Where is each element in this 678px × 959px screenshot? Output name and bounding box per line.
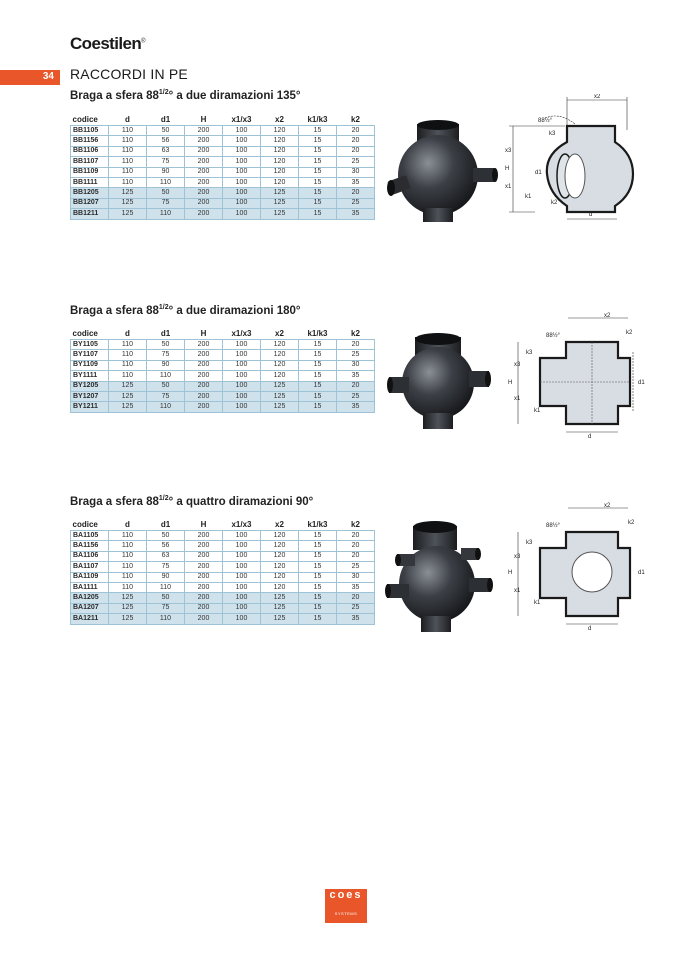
table-cell: 50 xyxy=(147,531,185,541)
svg-text:x1: x1 xyxy=(514,588,521,594)
table-cell: 200 xyxy=(185,572,223,582)
svg-text:H: H xyxy=(508,380,513,386)
table-cell: 110 xyxy=(109,360,147,370)
table-cell: 75 xyxy=(147,350,185,360)
table-cell: 100 xyxy=(223,572,261,582)
table-cell: BB1107 xyxy=(71,157,109,167)
table-cell: 200 xyxy=(185,391,223,401)
table-cell: 15 xyxy=(299,541,337,551)
table-cell: 15 xyxy=(299,582,337,592)
table-cell: BB1105 xyxy=(71,126,109,136)
table-cell: 20 xyxy=(337,551,375,561)
table-row xyxy=(71,562,375,572)
table-cell: 20 xyxy=(337,126,375,136)
table-cell: 110 xyxy=(109,167,147,177)
table-cell: 15 xyxy=(299,381,337,391)
table-cell: 125 xyxy=(261,198,299,208)
brand-logo: Coestilen® xyxy=(70,34,145,53)
table-row xyxy=(71,136,375,146)
column-header: k2 xyxy=(351,115,360,124)
table-cell: 200 xyxy=(185,340,223,350)
table-cell: 125 xyxy=(261,603,299,613)
table-cell: 200 xyxy=(185,381,223,391)
table-cell: 35 xyxy=(337,614,375,624)
table-row xyxy=(71,340,375,350)
column-header: d1 xyxy=(160,329,171,338)
svg-text:88½°: 88½° xyxy=(546,333,561,339)
table-cell: 20 xyxy=(337,340,375,350)
table-cell: 125 xyxy=(109,614,147,624)
table-cell: 110 xyxy=(109,146,147,156)
table-cell: 200 xyxy=(185,188,223,198)
table-cell: 120 xyxy=(261,157,299,167)
table-cell: 63 xyxy=(147,146,185,156)
table-cell: 25 xyxy=(337,391,375,401)
column-header: k1/k3 xyxy=(307,520,328,529)
table-cell: 35 xyxy=(337,209,375,219)
table-cell: 120 xyxy=(261,126,299,136)
table-cell: 110 xyxy=(109,541,147,551)
table-cell: 125 xyxy=(109,209,147,219)
column-header: d xyxy=(125,520,130,529)
table-cell: 125 xyxy=(261,381,299,391)
table-cell: 50 xyxy=(147,593,185,603)
table-cell: 100 xyxy=(223,360,261,370)
table-row xyxy=(71,350,375,360)
table-cell: 110 xyxy=(147,371,185,381)
svg-text:k1: k1 xyxy=(534,600,541,606)
table-cell: 100 xyxy=(223,614,261,624)
table-cell: 100 xyxy=(223,177,261,187)
table-row xyxy=(71,381,375,391)
table-cell: 15 xyxy=(299,593,337,603)
table-cell: 200 xyxy=(185,209,223,219)
table-cell: 100 xyxy=(223,157,261,167)
table-cell: 120 xyxy=(261,531,299,541)
table-cell: 100 xyxy=(223,198,261,208)
table-row xyxy=(71,177,375,187)
svg-text:k3: k3 xyxy=(526,540,533,546)
svg-text:88½°: 88½° xyxy=(546,523,561,529)
table-cell: 120 xyxy=(261,340,299,350)
table-cell: 100 xyxy=(223,562,261,572)
table-cell: 200 xyxy=(185,177,223,187)
table-cell: 200 xyxy=(185,167,223,177)
table-cell: BB1106 xyxy=(71,146,109,156)
table-cell: 120 xyxy=(261,350,299,360)
table-cell: 15 xyxy=(299,157,337,167)
table-cell: 120 xyxy=(261,371,299,381)
label-x3: x3 xyxy=(505,148,512,154)
table-cell: 100 xyxy=(223,371,261,381)
table-row xyxy=(71,603,375,613)
table-header-row xyxy=(71,328,375,340)
table-cell: 90 xyxy=(147,360,185,370)
table-cell: 125 xyxy=(261,209,299,219)
table-cell: 110 xyxy=(109,551,147,561)
table-cell: 50 xyxy=(147,340,185,350)
table-cell: 120 xyxy=(261,177,299,187)
table-cell: 125 xyxy=(109,188,147,198)
table-cell: BA1106 xyxy=(71,551,109,561)
table-header-row xyxy=(71,114,375,126)
table-cell: 20 xyxy=(337,531,375,541)
table-cell: 110 xyxy=(109,582,147,592)
table-cell: 120 xyxy=(261,541,299,551)
table-cell: 100 xyxy=(223,209,261,219)
table-cell: 125 xyxy=(261,188,299,198)
table-cell: 75 xyxy=(147,198,185,208)
column-header: k1/k3 xyxy=(307,329,328,338)
table-cell: BA1105 xyxy=(71,531,109,541)
table-cell: BA1109 xyxy=(71,572,109,582)
column-header: x2 xyxy=(275,115,284,124)
svg-text:x3: x3 xyxy=(514,554,521,560)
table-cell: BY1111 xyxy=(71,371,109,381)
table-cell: 200 xyxy=(185,350,223,360)
table-title: Braga a sfera $88^{1/2}^\circ$ a due diramazioni 135° xyxy=(70,89,301,102)
technical-drawing-135 xyxy=(505,94,645,226)
table-cell: 120 xyxy=(261,551,299,561)
table-cell: 200 xyxy=(185,146,223,156)
table-cell: 110 xyxy=(109,350,147,360)
svg-text:H: H xyxy=(508,570,513,576)
table-cell: 200 xyxy=(185,603,223,613)
table-cell: 100 xyxy=(223,551,261,561)
column-header: k2 xyxy=(351,520,360,529)
table-cell: 100 xyxy=(223,350,261,360)
table-cell: BA1111 xyxy=(71,582,109,592)
table-cell: 125 xyxy=(109,391,147,401)
label-k3: k3 xyxy=(549,131,556,137)
table-cell: 200 xyxy=(185,157,223,167)
table-cell: 100 xyxy=(223,167,261,177)
svg-text:x1: x1 xyxy=(514,396,521,402)
spec-table-180 xyxy=(70,328,375,413)
table-cell: BB1111 xyxy=(71,177,109,187)
table-cell: 200 xyxy=(185,402,223,412)
table-cell: 30 xyxy=(337,572,375,582)
table-cell: 110 xyxy=(147,177,185,187)
column-header: codice xyxy=(72,115,98,124)
table-cell: 35 xyxy=(337,177,375,187)
table-cell: 110 xyxy=(109,177,147,187)
table-cell: BA1205 xyxy=(71,593,109,603)
table-cell: BB1211 xyxy=(71,209,109,219)
table-cell: 120 xyxy=(261,136,299,146)
table-cell: 100 xyxy=(223,188,261,198)
table-row xyxy=(71,531,375,541)
table-cell: BB1207 xyxy=(71,198,109,208)
column-header: x1/x3 xyxy=(231,329,252,338)
table-cell: 125 xyxy=(109,603,147,613)
table-cell: 15 xyxy=(299,209,337,219)
table-cell: BB1156 xyxy=(71,136,109,146)
page-number: 34 xyxy=(42,71,54,82)
svg-text:k2: k2 xyxy=(628,520,635,526)
svg-text:k1: k1 xyxy=(534,408,541,414)
label-angle: 88½° xyxy=(538,118,553,124)
table-row xyxy=(71,360,375,370)
table-cell: 120 xyxy=(261,562,299,572)
column-header: k2 xyxy=(351,329,360,338)
table-cell: 90 xyxy=(147,167,185,177)
label-d1: d1 xyxy=(535,170,542,176)
table-cell: BB1205 xyxy=(71,188,109,198)
table-cell: BY1207 xyxy=(71,391,109,401)
product-photo-135 xyxy=(383,120,503,228)
table-row xyxy=(71,371,375,381)
table-cell: 200 xyxy=(185,562,223,572)
label-x1: x1 xyxy=(505,184,512,190)
table-cell: 200 xyxy=(185,371,223,381)
table-cell: 100 xyxy=(223,603,261,613)
table-cell: BA1207 xyxy=(71,603,109,613)
table-cell: 110 xyxy=(109,562,147,572)
table-cell: 200 xyxy=(185,360,223,370)
table-cell: 100 xyxy=(223,531,261,541)
table-cell: 35 xyxy=(337,371,375,381)
table-cell: 15 xyxy=(299,177,337,187)
table-cell: 50 xyxy=(147,126,185,136)
table-cell: 15 xyxy=(299,350,337,360)
column-header: codice xyxy=(72,329,98,338)
table-cell: 120 xyxy=(261,582,299,592)
table-cell: 125 xyxy=(261,593,299,603)
technical-drawing-180 xyxy=(508,312,648,440)
table-row xyxy=(71,167,375,177)
table-row xyxy=(71,146,375,156)
table-cell: 20 xyxy=(337,593,375,603)
table-cell: 200 xyxy=(185,541,223,551)
table-cell: 125 xyxy=(109,381,147,391)
table-row xyxy=(71,593,375,603)
table-row xyxy=(71,402,375,412)
column-header: x2 xyxy=(275,520,284,529)
svg-text:k2: k2 xyxy=(626,330,633,336)
table-cell: 120 xyxy=(261,360,299,370)
table-row xyxy=(71,541,375,551)
table-cell: BY1211 xyxy=(71,402,109,412)
label-k1: k1 xyxy=(525,194,532,200)
table-cell: 15 xyxy=(299,371,337,381)
table-cell: BB1109 xyxy=(71,167,109,177)
table-cell: 35 xyxy=(337,402,375,412)
table-cell: 200 xyxy=(185,531,223,541)
table-cell: 110 xyxy=(109,126,147,136)
table-cell: 25 xyxy=(337,350,375,360)
table-row xyxy=(71,157,375,167)
table-cell: 110 xyxy=(147,402,185,412)
table-cell: 110 xyxy=(147,209,185,219)
table-row xyxy=(71,198,375,208)
table-cell: 75 xyxy=(147,562,185,572)
svg-text:d: d xyxy=(588,434,592,440)
table-cell: 50 xyxy=(147,188,185,198)
column-header: x2 xyxy=(275,329,284,338)
table-row xyxy=(71,188,375,198)
table-cell: 110 xyxy=(109,157,147,167)
table-cell: 15 xyxy=(299,340,337,350)
table-cell: 100 xyxy=(223,391,261,401)
page-number-tab xyxy=(0,70,60,85)
table-cell: BY1109 xyxy=(71,360,109,370)
table-cell: 20 xyxy=(337,381,375,391)
column-header: H xyxy=(200,329,207,338)
table-row xyxy=(71,614,375,624)
table-cell: 25 xyxy=(337,157,375,167)
label-H: H xyxy=(505,166,510,172)
table-cell: 15 xyxy=(299,167,337,177)
table-cell: 30 xyxy=(337,360,375,370)
svg-text:k3: k3 xyxy=(526,350,533,356)
table-cell: 15 xyxy=(299,614,337,624)
column-header: d1 xyxy=(160,115,171,124)
table-cell: 100 xyxy=(223,340,261,350)
table-cell: 200 xyxy=(185,136,223,146)
label-d: d xyxy=(589,212,593,218)
table-cell: 100 xyxy=(223,541,261,551)
table-cell: 200 xyxy=(185,614,223,624)
product-photo-180 xyxy=(385,333,493,435)
table-cell: 20 xyxy=(337,188,375,198)
table-cell: 120 xyxy=(261,146,299,156)
column-header: k1/k3 xyxy=(307,115,328,124)
table-cell: 110 xyxy=(109,572,147,582)
table-cell: 20 xyxy=(337,136,375,146)
table-title: Braga a sfera $88^{1/2}^\circ$ a due diramazioni 180° xyxy=(70,304,301,317)
technical-drawing-90 xyxy=(508,502,648,632)
table-cell: 110 xyxy=(109,340,147,350)
table-cell: 110 xyxy=(147,582,185,592)
table-cell: 25 xyxy=(337,198,375,208)
column-header: d1 xyxy=(160,520,171,529)
column-header: d xyxy=(125,115,130,124)
table-cell: 200 xyxy=(185,198,223,208)
table-cell: 110 xyxy=(109,371,147,381)
table-cell: 100 xyxy=(223,381,261,391)
table-cell: 90 xyxy=(147,572,185,582)
table-cell: BY1105 xyxy=(71,340,109,350)
column-header: x1/x3 xyxy=(231,115,252,124)
table-cell: 15 xyxy=(299,188,337,198)
table-cell: 110 xyxy=(147,614,185,624)
table-row xyxy=(71,126,375,136)
table-cell: 110 xyxy=(109,531,147,541)
table-cell: BY1205 xyxy=(71,381,109,391)
table-cell: 15 xyxy=(299,572,337,582)
svg-text:x2: x2 xyxy=(604,313,611,319)
table-row xyxy=(71,582,375,592)
table-cell: 125 xyxy=(109,402,147,412)
table-cell: 56 xyxy=(147,541,185,551)
table-cell: 100 xyxy=(223,582,261,592)
table-cell: 75 xyxy=(147,391,185,401)
svg-text:x2: x2 xyxy=(604,503,611,509)
table-cell: 15 xyxy=(299,551,337,561)
table-title: Braga a sfera $88^{1/2}^\circ$ a quattro diramazioni 90° xyxy=(70,495,314,508)
table-row xyxy=(71,209,375,219)
table-cell: 125 xyxy=(261,614,299,624)
table-cell: 50 xyxy=(147,381,185,391)
table-cell: 125 xyxy=(109,593,147,603)
table-cell: 25 xyxy=(337,562,375,572)
label-k2: k2 xyxy=(551,200,558,206)
table-cell: 35 xyxy=(337,582,375,592)
table-cell: 63 xyxy=(147,551,185,561)
column-header: x1/x3 xyxy=(231,520,252,529)
table-cell: 125 xyxy=(261,402,299,412)
table-cell: 15 xyxy=(299,146,337,156)
table-cell: BA1107 xyxy=(71,562,109,572)
svg-text:x3: x3 xyxy=(514,362,521,368)
footer-logo: coes SYSTEMS xyxy=(325,889,367,923)
table-cell: 15 xyxy=(299,402,337,412)
column-header: H xyxy=(200,115,207,124)
table-cell: 100 xyxy=(223,593,261,603)
product-photo-90 xyxy=(383,520,495,638)
table-cell: 125 xyxy=(261,391,299,401)
table-row xyxy=(71,551,375,561)
table-cell: 15 xyxy=(299,603,337,613)
column-header: H xyxy=(200,520,207,529)
table-cell: 200 xyxy=(185,551,223,561)
table-cell: 100 xyxy=(223,146,261,156)
column-header: d xyxy=(125,329,130,338)
table-cell: 75 xyxy=(147,157,185,167)
table-cell: 20 xyxy=(337,541,375,551)
table-cell: BY1107 xyxy=(71,350,109,360)
table-cell: BA1211 xyxy=(71,614,109,624)
table-cell: 15 xyxy=(299,136,337,146)
table-row xyxy=(71,572,375,582)
table-cell: 30 xyxy=(337,167,375,177)
table-cell: 15 xyxy=(299,360,337,370)
table-cell: 120 xyxy=(261,167,299,177)
spec-table-90 xyxy=(70,519,375,625)
table-cell: 200 xyxy=(185,582,223,592)
column-header: codice xyxy=(72,520,98,529)
spec-table-135 xyxy=(70,114,375,220)
svg-text:d: d xyxy=(588,626,592,632)
table-cell: 15 xyxy=(299,531,337,541)
label-x2: x2 xyxy=(594,94,601,100)
table-cell: 200 xyxy=(185,126,223,136)
table-cell: 20 xyxy=(337,146,375,156)
table-cell: 15 xyxy=(299,391,337,401)
table-cell: 75 xyxy=(147,603,185,613)
table-cell: 100 xyxy=(223,136,261,146)
table-cell: 125 xyxy=(109,198,147,208)
table-cell: 120 xyxy=(261,572,299,582)
table-cell: 25 xyxy=(337,603,375,613)
table-cell: 100 xyxy=(223,402,261,412)
svg-text:d1: d1 xyxy=(638,380,645,386)
table-row xyxy=(71,391,375,401)
table-cell: 110 xyxy=(109,136,147,146)
table-cell: 15 xyxy=(299,126,337,136)
table-cell: 100 xyxy=(223,126,261,136)
table-cell: 15 xyxy=(299,198,337,208)
table-cell: BA1156 xyxy=(71,541,109,551)
table-cell: 200 xyxy=(185,593,223,603)
section-title: RACCORDI IN PE xyxy=(70,66,188,82)
table-cell: 15 xyxy=(299,562,337,572)
table-header-row xyxy=(71,519,375,531)
table-cell: 56 xyxy=(147,136,185,146)
svg-text:d1: d1 xyxy=(638,570,645,576)
